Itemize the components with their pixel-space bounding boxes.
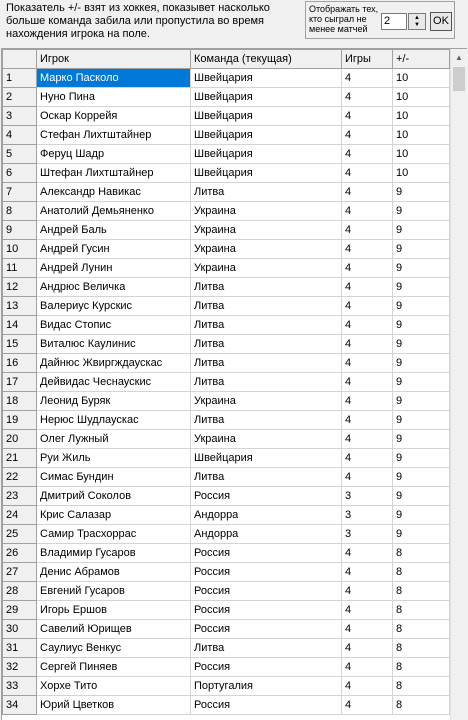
plus-minus[interactable]: 9 <box>393 316 450 335</box>
row-number[interactable]: 4 <box>3 126 37 145</box>
plus-minus[interactable]: 9 <box>393 392 450 411</box>
player-name[interactable]: Феруц Шадр <box>37 145 191 164</box>
plus-minus[interactable]: 9 <box>393 278 450 297</box>
games-count[interactable]: 4 <box>342 107 393 126</box>
player-name[interactable]: Александр Навикас <box>37 183 191 202</box>
plus-minus[interactable]: 10 <box>393 107 450 126</box>
row-number[interactable]: 25 <box>3 525 37 544</box>
team-name[interactable]: Швейцария <box>191 145 342 164</box>
table-row[interactable] <box>3 126 450 145</box>
plus-minus[interactable]: 9 <box>393 430 450 449</box>
team-name[interactable]: Швейцария <box>191 88 342 107</box>
team-name[interactable]: Литва <box>191 354 342 373</box>
plus-minus[interactable]: 9 <box>393 202 450 221</box>
games-count[interactable]: 3 <box>342 487 393 506</box>
row-number[interactable]: 30 <box>3 620 37 639</box>
table-row[interactable] <box>3 202 450 221</box>
player-name[interactable]: Крис Салазар <box>37 506 191 525</box>
filter-label: Отображать тех, кто сыграл не менее матчей <box>309 4 379 34</box>
team-name[interactable]: Россия <box>191 487 342 506</box>
plus-minus[interactable]: 9 <box>393 487 450 506</box>
plus-minus[interactable]: 8 <box>393 639 450 658</box>
team-name[interactable]: Швейцария <box>191 69 342 88</box>
table-row[interactable] <box>3 240 450 259</box>
filter-panel <box>305 1 455 39</box>
col-header-plusminus[interactable]: +/- <box>393 50 450 69</box>
player-name[interactable]: Денис Абрамов <box>37 563 191 582</box>
team-name[interactable]: Россия <box>191 658 342 677</box>
spin-up-icon[interactable]: ▲ <box>414 14 420 21</box>
games-count[interactable]: 3 <box>342 525 393 544</box>
table-row[interactable] <box>3 430 450 449</box>
games-count[interactable]: 4 <box>342 126 393 145</box>
table-row[interactable] <box>3 601 450 620</box>
row-number[interactable]: 26 <box>3 544 37 563</box>
row-number[interactable]: 18 <box>3 392 37 411</box>
table-row[interactable] <box>3 392 450 411</box>
team-name[interactable]: Украина <box>191 240 342 259</box>
team-name[interactable]: Швейцария <box>191 449 342 468</box>
table-row[interactable] <box>3 563 450 582</box>
plus-minus[interactable]: 9 <box>393 335 450 354</box>
games-count[interactable]: 4 <box>342 88 393 107</box>
games-count[interactable]: 4 <box>342 316 393 335</box>
plus-minus[interactable]: 10 <box>393 164 450 183</box>
plus-minus[interactable]: 8 <box>393 696 450 715</box>
table-row[interactable] <box>3 677 450 696</box>
player-name[interactable]: Хорхе Тито <box>37 677 191 696</box>
team-name[interactable]: Литва <box>191 335 342 354</box>
table-row[interactable] <box>3 297 450 316</box>
col-header-player[interactable]: Игрок <box>37 50 191 69</box>
table-row[interactable] <box>3 696 450 715</box>
player-name[interactable]: Анатолий Демьяненко <box>37 202 191 221</box>
stats-grid[interactable] <box>1 48 467 720</box>
team-name[interactable]: Литва <box>191 373 342 392</box>
team-name[interactable]: Швейцария <box>191 126 342 145</box>
col-header-games[interactable]: Игры <box>342 50 393 69</box>
plus-minus[interactable]: 9 <box>393 525 450 544</box>
table-row[interactable] <box>3 506 450 525</box>
table-row[interactable] <box>3 658 450 677</box>
row-number[interactable]: 5 <box>3 145 37 164</box>
table-row[interactable] <box>3 639 450 658</box>
plus-minus[interactable]: 9 <box>393 259 450 278</box>
player-name[interactable]: Нерюс Шудлаускас <box>37 411 191 430</box>
team-name[interactable]: Украина <box>191 202 342 221</box>
row-number[interactable]: 9 <box>3 221 37 240</box>
plus-minus[interactable]: 8 <box>393 544 450 563</box>
row-number[interactable]: 16 <box>3 354 37 373</box>
table-row[interactable] <box>3 145 450 164</box>
table-row[interactable] <box>3 316 450 335</box>
team-name[interactable]: Украина <box>191 259 342 278</box>
table-row[interactable] <box>3 582 450 601</box>
games-count[interactable]: 4 <box>342 639 393 658</box>
team-name[interactable]: Швейцария <box>191 107 342 126</box>
plus-minus[interactable]: 8 <box>393 658 450 677</box>
player-name[interactable]: Андрей Лунин <box>37 259 191 278</box>
row-number[interactable]: 2 <box>3 88 37 107</box>
table-row[interactable] <box>3 221 450 240</box>
player-name[interactable]: Игорь Ершов <box>37 601 191 620</box>
row-number[interactable]: 31 <box>3 639 37 658</box>
row-number[interactable]: 13 <box>3 297 37 316</box>
player-name[interactable]: Штефан Лихтштайнер <box>37 164 191 183</box>
row-number[interactable]: 11 <box>3 259 37 278</box>
team-name[interactable]: Литва <box>191 411 342 430</box>
games-count[interactable]: 4 <box>342 468 393 487</box>
min-matches-input[interactable]: 2 <box>381 13 407 30</box>
table-row[interactable] <box>3 259 450 278</box>
player-name[interactable]: Савелий Юрищев <box>37 620 191 639</box>
player-name[interactable]: Нуно Пина <box>37 88 191 107</box>
plus-minus[interactable]: 8 <box>393 563 450 582</box>
plus-minus[interactable]: 10 <box>393 126 450 145</box>
plus-minus[interactable]: 10 <box>393 145 450 164</box>
team-name[interactable]: Украина <box>191 392 342 411</box>
spin-down-icon[interactable]: ▼ <box>414 22 420 29</box>
row-number[interactable]: 20 <box>3 430 37 449</box>
team-name[interactable]: Литва <box>191 639 342 658</box>
table-row[interactable] <box>3 620 450 639</box>
player-name[interactable]: Дайнюс Жвиргждаускас <box>37 354 191 373</box>
player-name[interactable]: Юрий Цветков <box>37 696 191 715</box>
team-name[interactable]: Андорра <box>191 525 342 544</box>
table-row[interactable] <box>3 183 450 202</box>
player-name[interactable]: Андрей Гусин <box>37 240 191 259</box>
plus-minus[interactable]: 9 <box>393 297 450 316</box>
player-name[interactable]: Видас Стопис <box>37 316 191 335</box>
player-name[interactable]: Валериус Курскис <box>37 297 191 316</box>
plus-minus[interactable]: 9 <box>393 506 450 525</box>
table-row[interactable] <box>3 164 450 183</box>
games-count[interactable]: 4 <box>342 449 393 468</box>
team-name[interactable]: Литва <box>191 316 342 335</box>
games-count[interactable]: 4 <box>342 544 393 563</box>
team-name[interactable]: Литва <box>191 297 342 316</box>
row-number[interactable]: 21 <box>3 449 37 468</box>
table-row[interactable] <box>3 468 450 487</box>
header-row <box>3 50 450 69</box>
games-count[interactable]: 4 <box>342 69 393 88</box>
player-name[interactable]: Оскар Коррейя <box>37 107 191 126</box>
player-name[interactable]: Руи Жиль <box>37 449 191 468</box>
table-row[interactable] <box>3 69 450 88</box>
col-header-team[interactable]: Команда (текущая) <box>191 50 342 69</box>
ok-button[interactable]: OK <box>430 12 452 31</box>
team-name[interactable]: Россия <box>191 620 342 639</box>
row-number[interactable]: 23 <box>3 487 37 506</box>
player-name[interactable]: Сергей Пиняев <box>37 658 191 677</box>
games-count[interactable]: 4 <box>342 278 393 297</box>
player-name[interactable]: Олег Лужный <box>37 430 191 449</box>
player-name[interactable]: Стефан Лихтштайнер <box>37 126 191 145</box>
team-name[interactable]: Россия <box>191 563 342 582</box>
player-name[interactable]: Симас Бундин <box>37 468 191 487</box>
team-name[interactable]: Украина <box>191 221 342 240</box>
row-number[interactable]: 7 <box>3 183 37 202</box>
player-name[interactable]: Марко Пасколо <box>37 69 191 88</box>
scroll-up-icon[interactable]: ▲ <box>455 53 463 62</box>
row-number[interactable]: 32 <box>3 658 37 677</box>
row-number[interactable]: 17 <box>3 373 37 392</box>
row-number[interactable]: 27 <box>3 563 37 582</box>
team-name[interactable]: Россия <box>191 544 342 563</box>
games-count[interactable]: 4 <box>342 145 393 164</box>
row-number[interactable]: 3 <box>3 107 37 126</box>
player-name[interactable]: Самир Трасхоррас <box>37 525 191 544</box>
team-name[interactable]: Литва <box>191 468 342 487</box>
player-name[interactable]: Виталюс Каулинис <box>37 335 191 354</box>
table-row[interactable] <box>3 278 450 297</box>
player-name[interactable]: Леонид Буряк <box>37 392 191 411</box>
plus-minus[interactable]: 8 <box>393 620 450 639</box>
plus-minus[interactable]: 10 <box>393 69 450 88</box>
row-number[interactable]: 15 <box>3 335 37 354</box>
table-row[interactable] <box>3 107 450 126</box>
table-row[interactable] <box>3 544 450 563</box>
table-row[interactable] <box>3 525 450 544</box>
games-count[interactable]: 4 <box>342 696 393 715</box>
player-name[interactable]: Андрей Баль <box>37 221 191 240</box>
plus-minus[interactable]: 9 <box>393 354 450 373</box>
row-number[interactable]: 12 <box>3 278 37 297</box>
games-count[interactable]: 4 <box>342 297 393 316</box>
row-number[interactable]: 10 <box>3 240 37 259</box>
row-number[interactable]: 14 <box>3 316 37 335</box>
plus-minus[interactable]: 8 <box>393 582 450 601</box>
games-count[interactable]: 4 <box>342 183 393 202</box>
games-count[interactable]: 4 <box>342 354 393 373</box>
row-number[interactable]: 6 <box>3 164 37 183</box>
row-number[interactable]: 22 <box>3 468 37 487</box>
team-name[interactable]: Португалия <box>191 677 342 696</box>
games-count[interactable]: 4 <box>342 411 393 430</box>
games-count[interactable]: 4 <box>342 677 393 696</box>
team-name[interactable]: Швейцария <box>191 164 342 183</box>
games-count[interactable]: 4 <box>342 620 393 639</box>
table-row[interactable] <box>3 88 450 107</box>
player-name[interactable]: Андрюс Величка <box>37 278 191 297</box>
plus-minus[interactable]: 9 <box>393 240 450 259</box>
row-number[interactable]: 8 <box>3 202 37 221</box>
min-matches-spinner[interactable] <box>408 13 426 30</box>
games-count[interactable]: 4 <box>342 601 393 620</box>
games-count[interactable]: 4 <box>342 202 393 221</box>
plus-minus[interactable]: 9 <box>393 373 450 392</box>
row-number[interactable]: 19 <box>3 411 37 430</box>
plus-minus[interactable]: 9 <box>393 411 450 430</box>
table-row[interactable] <box>3 354 450 373</box>
plus-minus[interactable]: 9 <box>393 449 450 468</box>
team-name[interactable]: Россия <box>191 601 342 620</box>
row-number[interactable]: 24 <box>3 506 37 525</box>
games-count[interactable]: 4 <box>342 373 393 392</box>
team-name[interactable]: Россия <box>191 696 342 715</box>
games-count[interactable]: 4 <box>342 563 393 582</box>
team-name[interactable]: Россия <box>191 582 342 601</box>
team-name[interactable]: Украина <box>191 430 342 449</box>
player-name[interactable]: Евгений Гусаров <box>37 582 191 601</box>
table-row[interactable] <box>3 449 450 468</box>
row-number[interactable]: 34 <box>3 696 37 715</box>
table-row[interactable] <box>3 373 450 392</box>
games-count[interactable]: 4 <box>342 658 393 677</box>
games-count[interactable]: 4 <box>342 430 393 449</box>
team-name[interactable]: Андорра <box>191 506 342 525</box>
plus-minus[interactable]: 10 <box>393 88 450 107</box>
games-count[interactable]: 3 <box>342 506 393 525</box>
games-count[interactable]: 4 <box>342 240 393 259</box>
plus-minus[interactable]: 8 <box>393 677 450 696</box>
table-row[interactable] <box>3 411 450 430</box>
games-count[interactable]: 4 <box>342 335 393 354</box>
plus-minus[interactable]: 9 <box>393 183 450 202</box>
stats-table <box>2 49 450 715</box>
games-count[interactable]: 4 <box>342 392 393 411</box>
vertical-scrollbar[interactable] <box>450 49 467 720</box>
plus-minus[interactable]: 9 <box>393 221 450 240</box>
row-number[interactable]: 1 <box>3 69 37 88</box>
player-name[interactable]: Владимир Гусаров <box>37 544 191 563</box>
row-number[interactable]: 28 <box>3 582 37 601</box>
team-name[interactable]: Литва <box>191 183 342 202</box>
table-row[interactable] <box>3 335 450 354</box>
row-number[interactable]: 33 <box>3 677 37 696</box>
player-name[interactable]: Дейвидас Чеснаускис <box>37 373 191 392</box>
col-header-num[interactable] <box>3 50 37 69</box>
games-count[interactable]: 4 <box>342 259 393 278</box>
plus-minus[interactable]: 9 <box>393 468 450 487</box>
games-count[interactable]: 4 <box>342 221 393 240</box>
team-name[interactable]: Литва <box>191 278 342 297</box>
row-number[interactable]: 29 <box>3 601 37 620</box>
scroll-thumb[interactable] <box>453 67 465 91</box>
player-name[interactable]: Дмитрий Соколов <box>37 487 191 506</box>
plus-minus[interactable]: 8 <box>393 601 450 620</box>
table-row[interactable] <box>3 487 450 506</box>
player-name[interactable]: Саулиус Венкус <box>37 639 191 658</box>
description-text: Показатель +/- взят из хоккея, показывет насколько больше команда забила или пропустила во время нахождения игрока на поле. <box>6 2 270 40</box>
games-count[interactable]: 4 <box>342 582 393 601</box>
games-count[interactable]: 4 <box>342 164 393 183</box>
